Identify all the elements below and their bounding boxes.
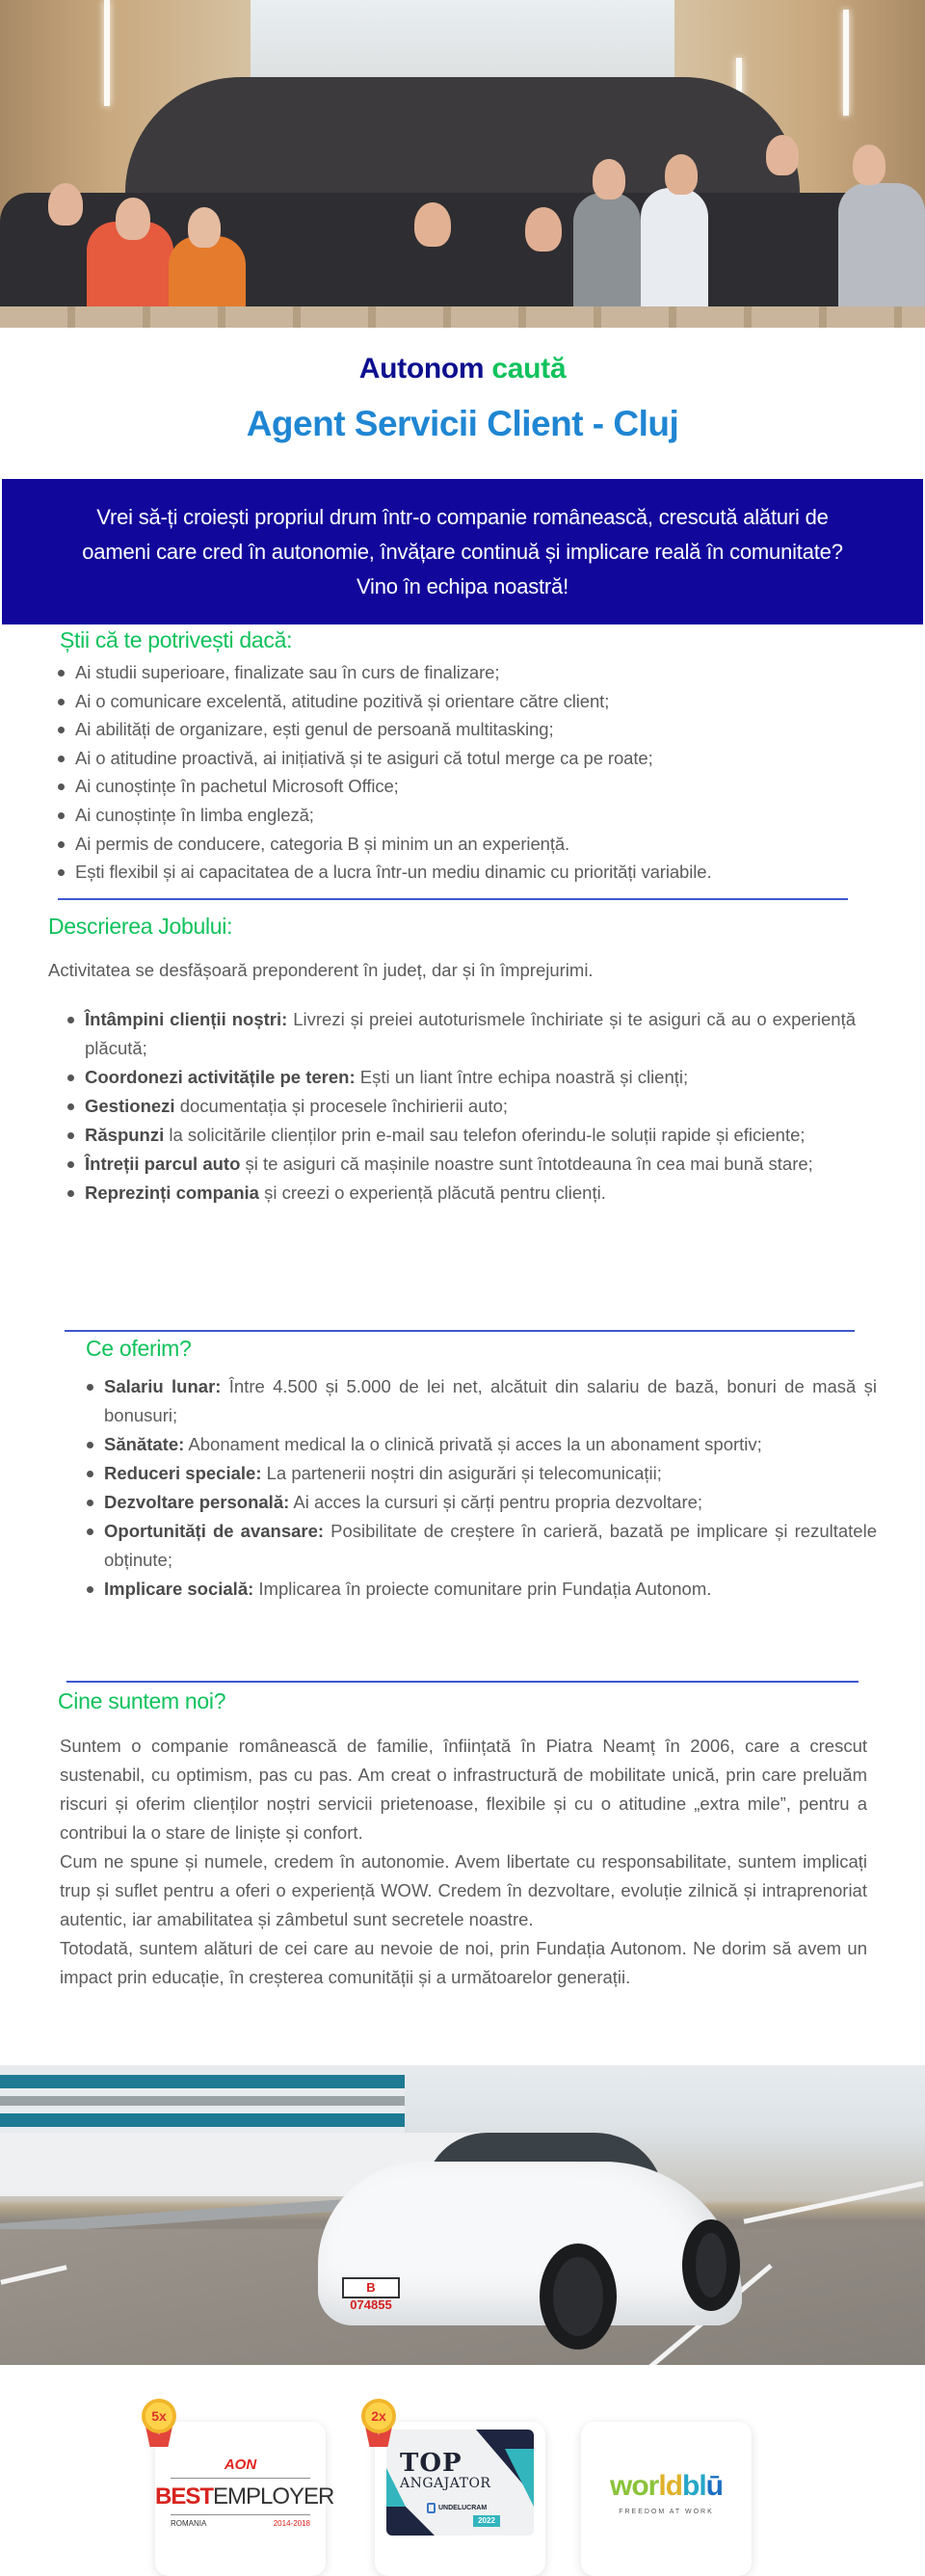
duty-title: Gestionezi [85,1096,175,1116]
list-item [83,1488,877,1517]
job-duties-list [64,1005,856,1208]
job-description-intro: Activitatea se desfășoară preponderent în județ, dar și în împrejurimi. [48,960,594,980]
list-item [64,1005,856,1063]
benefit-text: Ai acces la cursuri și cărți pentru propria dezvoltare; [289,1492,703,1512]
face [525,207,562,252]
car-wheel [540,2244,617,2350]
about-text [60,1732,867,1992]
duty-title: Întreții parcul auto [85,1154,241,1174]
benefit-title: Dezvoltare personală: [104,1492,290,1512]
worldblu-logo: worldblū [609,2470,723,2502]
face [414,202,451,247]
duty-text: documentația și procesele închirierii auto; [174,1096,509,1116]
company-heading-suffix: caută [491,353,567,385]
duty-title: Răspunzi [85,1125,165,1145]
about-heading: Cine suntem noi? [58,1688,226,1713]
aon-logo: AON [224,2456,257,2473]
list-item: Ai abilități de organizare, ești genul de persoană multitasking; [54,715,902,744]
job-title: Agent Servicii Client - Cluj [246,404,679,443]
list-item [64,1150,856,1179]
duty-title: Reprezinți compania [85,1182,259,1203]
award-worldblu [581,2422,752,2576]
face [593,159,625,199]
top-angajator-logo: TOP ANGAJATOR UNDELUCRAM 2022 [386,2430,534,2536]
list-item: Ești flexibil și ai capacitatea de a lucra într-un mediu dinamic cu priorități variabile. [54,858,902,887]
benefit-text: Implicarea în proiecte comunitare prin Fundația Autonom. [253,1579,712,1599]
benefit-title: Reduceri speciale: [104,1463,262,1483]
list-item [83,1372,877,1430]
company-car-photo [0,2065,925,2365]
duty-text: și creezi o experiență plăcută pentru clienți. [258,1182,606,1203]
worldblu-tagline: FREEDOM AT WORK [619,2509,714,2515]
award-top-angajator [371,2408,545,2576]
face [853,145,885,185]
award-ribbon-icon [142,2399,176,2451]
benefit-text: La partenerii noștri din asigurări și telecomunicații; [261,1463,662,1483]
best-employer-title: BESTEMPLOYER [155,2483,334,2510]
logo-rule [171,2478,310,2479]
list-item: Ai studii superioare, finalizate sau în curs de finalizare; [54,658,902,687]
list-item: Ai o atitudine proactivă, ai inițiativă și te asiguri că totul merge ca pe roate; [54,744,902,773]
list-item [83,1575,877,1604]
about-paragraph: Cum ne spune și numele, credem în autonomie. Avem libertate cu responsabilitate, suntem implicați trup și suflet pentru a oferi o experiență WOW. Credem în dezvoltare, evoluție zilnică și intraprenoriat autentic, iar amabilitatea și zâmbetul sunt secretele noastre. [60,1851,867,1929]
autonom-car [318,2123,742,2345]
about-paragraph: Totodată, suntem alături de cei care au nevoie de noi, prin Fundația Autonom. Ne dorim să avem un impact prin educație, în creșterea comunității și a următoarelor generații. [60,1938,867,1987]
duty-title: Coordonezi activitățile pe teren: [85,1067,356,1087]
list-item [64,1092,856,1121]
list-item: Ai cunoștințe în pachetul Microsoft Office; [54,772,902,801]
list-item [64,1063,856,1092]
requirements-list [54,658,902,887]
undelucram-icon [427,2503,436,2513]
face [48,183,83,226]
duty-text: Ești un liant între echipa noastră și clienți; [355,1067,689,1087]
award-count: 2x [361,2399,396,2433]
list-item [83,1430,877,1459]
company-heading [0,353,925,385]
duty-text: la solicitările clienților prin e-mail sau telefon oferindu-le soluții rapide și eficiente; [164,1125,806,1145]
job-description-heading: Descrierea Jobului: [48,914,233,939]
list-item [64,1179,856,1208]
hero-team-photo [0,0,925,328]
requirements-heading: Știi că te potrivești dacă: [60,627,293,652]
list-item: Ai o comunicare excelentă, atitudine pozitivă și orientare către client; [54,687,902,716]
auditorium-seats [0,306,925,328]
benefit-title: Salariu lunar: [104,1376,222,1396]
wall-lamp [104,0,110,106]
benefit-text: Abonament medical la o clinică privată și acces la un abonament sportiv; [184,1434,762,1454]
face [188,207,221,248]
wall-lamp [843,10,849,116]
license-plate: B 074855 [342,2277,400,2298]
car-wheel [682,2219,740,2311]
section-divider [66,1681,859,1683]
face [766,135,799,175]
award-ribbon-icon [361,2399,396,2451]
benefit-title: Implicare socială: [104,1579,254,1599]
face [665,154,698,195]
intro-banner-text: Vrei să-ți croiești propriul drum într-o companie românească, crescută alături de oameni care cred în autonomie, învățare continuă și implicare reală în comunitate? Vino în echipa noastră! [82,504,843,598]
list-item [83,1517,877,1575]
duty-title: Întâmpini clienții noștri: [85,1009,288,1029]
benefit-title: Sănătate: [104,1434,185,1454]
benefit-title: Oportunități de avansare: [104,1521,325,1541]
list-item: Ai permis de conducere, categoria B și minim un an experiență. [54,830,902,859]
benefits-list [83,1372,877,1604]
award-meta: ROMANIA 2014-2018 [171,2519,310,2528]
offer-heading: Ce oferim? [86,1336,192,1361]
section-divider [65,1330,855,1332]
section-divider [58,898,848,900]
intro-banner [2,479,923,624]
list-item: Ai cunoștințe în limba engleză; [54,801,902,830]
benefit-text: Între 4.500 și 5.000 de lei net, alcătuit din salariu de bază, bonuri de masă și bonusuri; [104,1376,878,1425]
duty-text: Livrezi și preiei autoturismele închiriate și te asiguri că au o experiență plăcută; [85,1009,856,1058]
duty-text: și te asiguri că mașinile noastre sunt întotdeauna în cea mai bună stare; [240,1154,813,1174]
award-count: 5x [142,2399,176,2433]
list-item [83,1459,877,1488]
benefit-text: Posibilitate de creștere în carieră, bazată pe implicare și rezultatele obținute; [104,1521,877,1570]
about-paragraph: Suntem o companie românească de familie, înființată în Piatra Neamț în 2006, care a crescut sustenabil, cu optimism, pas cu pas. Am creat o infrastructură de mobilitate unică, prin care preluăm riscuri și oferim clienților noștri servicii prietenoase, flexibile și cu o atitudine „extra mile”, pentru a contribui la o stare de liniște și confort. [60,1736,867,1843]
face [116,198,150,240]
company-name: Autonom [358,353,485,385]
lane-marking [744,2181,924,2223]
logo-rule [171,2514,310,2515]
award-aon-best-employer [151,2408,334,2576]
list-item [64,1121,856,1150]
